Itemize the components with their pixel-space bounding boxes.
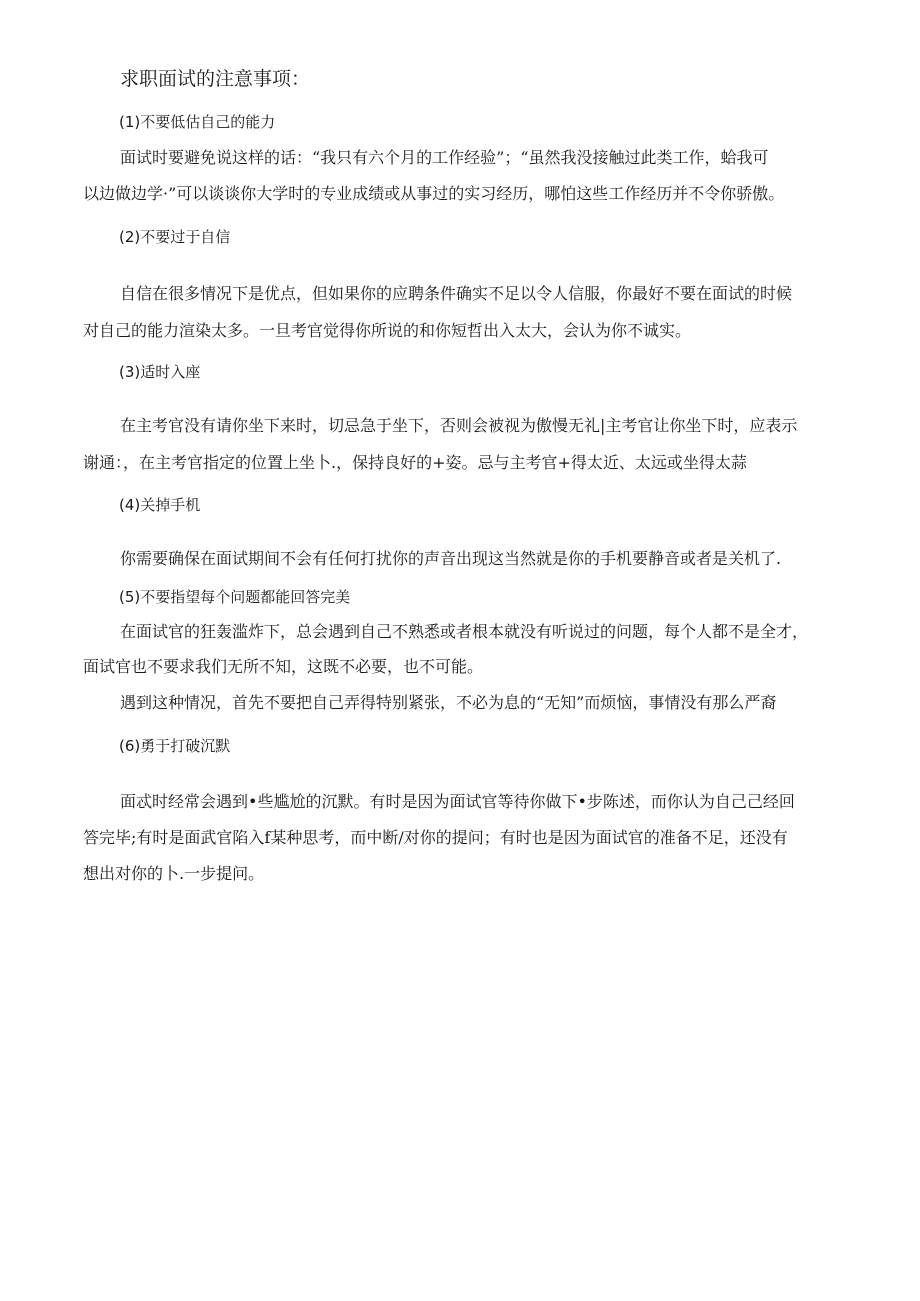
paragraph-line: 对自己的能力渲染太多。一旦考官觉得你所说的和你短哲出入太大，会认为你不诚实。 xyxy=(83,321,692,340)
paragraph-line: 想出对你的卜.一步提问。 xyxy=(83,864,265,883)
paragraph-line: 遇到这种情况，首先不要把自己弄得特别紧张，不必为息的“无知”而烦恼，事情没有那么严裔 xyxy=(120,693,777,712)
paragraph-line: 以边做边学·”可以谈谈你大学时的专业成绩或从事过的实习经历，哪怕这些工作经历并不令你骄傲。 xyxy=(83,184,785,203)
section-heading-3: (3)适时入座 xyxy=(119,363,201,381)
document-title: 求职面试的注意事项： xyxy=(120,68,311,90)
paragraph-line: 面试时要避免说这样的话：“我只有六个月的工作经验”；“虽然我没接触过此类工作，蛤我可 xyxy=(120,148,769,167)
paragraph-line: 你需要确保在面试期间不会有任何打扰你的声音出现这当然就是你的手机要静音或者是关机了. xyxy=(120,549,782,568)
paragraph-line: 在面试官的狂轰滥炸下，总会遇到自己不熟悉或者根本就没有听说过的问题，每个人都不是全才， xyxy=(120,622,809,641)
section-heading-6: (6)勇于打破沉默 xyxy=(119,737,231,755)
paragraph-line: 答完毕;有时是面武官陷入f某种思考，而中断/对你的提问；有时也是因为面试官的准备不足，还没有 xyxy=(83,828,788,847)
section-heading-4: (4)关掉手机 xyxy=(119,496,201,514)
section-heading-1: (1)不要低估自己的能力 xyxy=(119,113,276,131)
paragraph-line: 面忒时经常会遇到•些尴尬的沉默。有时是因为面试官等待你做下•步陈述，而你认为自己己经回 xyxy=(120,792,795,811)
paragraph-line: 自信在很多情况下是优点，但如果你的应聘条件确实不足以令人信服，你最好不要在面试的时候 xyxy=(120,284,793,303)
paragraph-line: 面试官也不要求我们无所不知，这既不必要，也不可能。 xyxy=(83,657,484,676)
section-heading-2: (2)不要过于自信 xyxy=(119,228,231,246)
paragraph-line: 谢通：，在主考官指定的位置上坐卜.，保持良好的+姿。忌与主考官+得太近、太远或坐得太蒜 xyxy=(83,453,747,472)
paragraph-line: 在主考官没有请你坐下来时，切忌急于坐下，否则会被视为傲慢无礼|主考官让你坐下时，应表示 xyxy=(120,416,798,435)
section-heading-5: (5)不要指望每个问题都能回答完美 xyxy=(119,588,351,606)
